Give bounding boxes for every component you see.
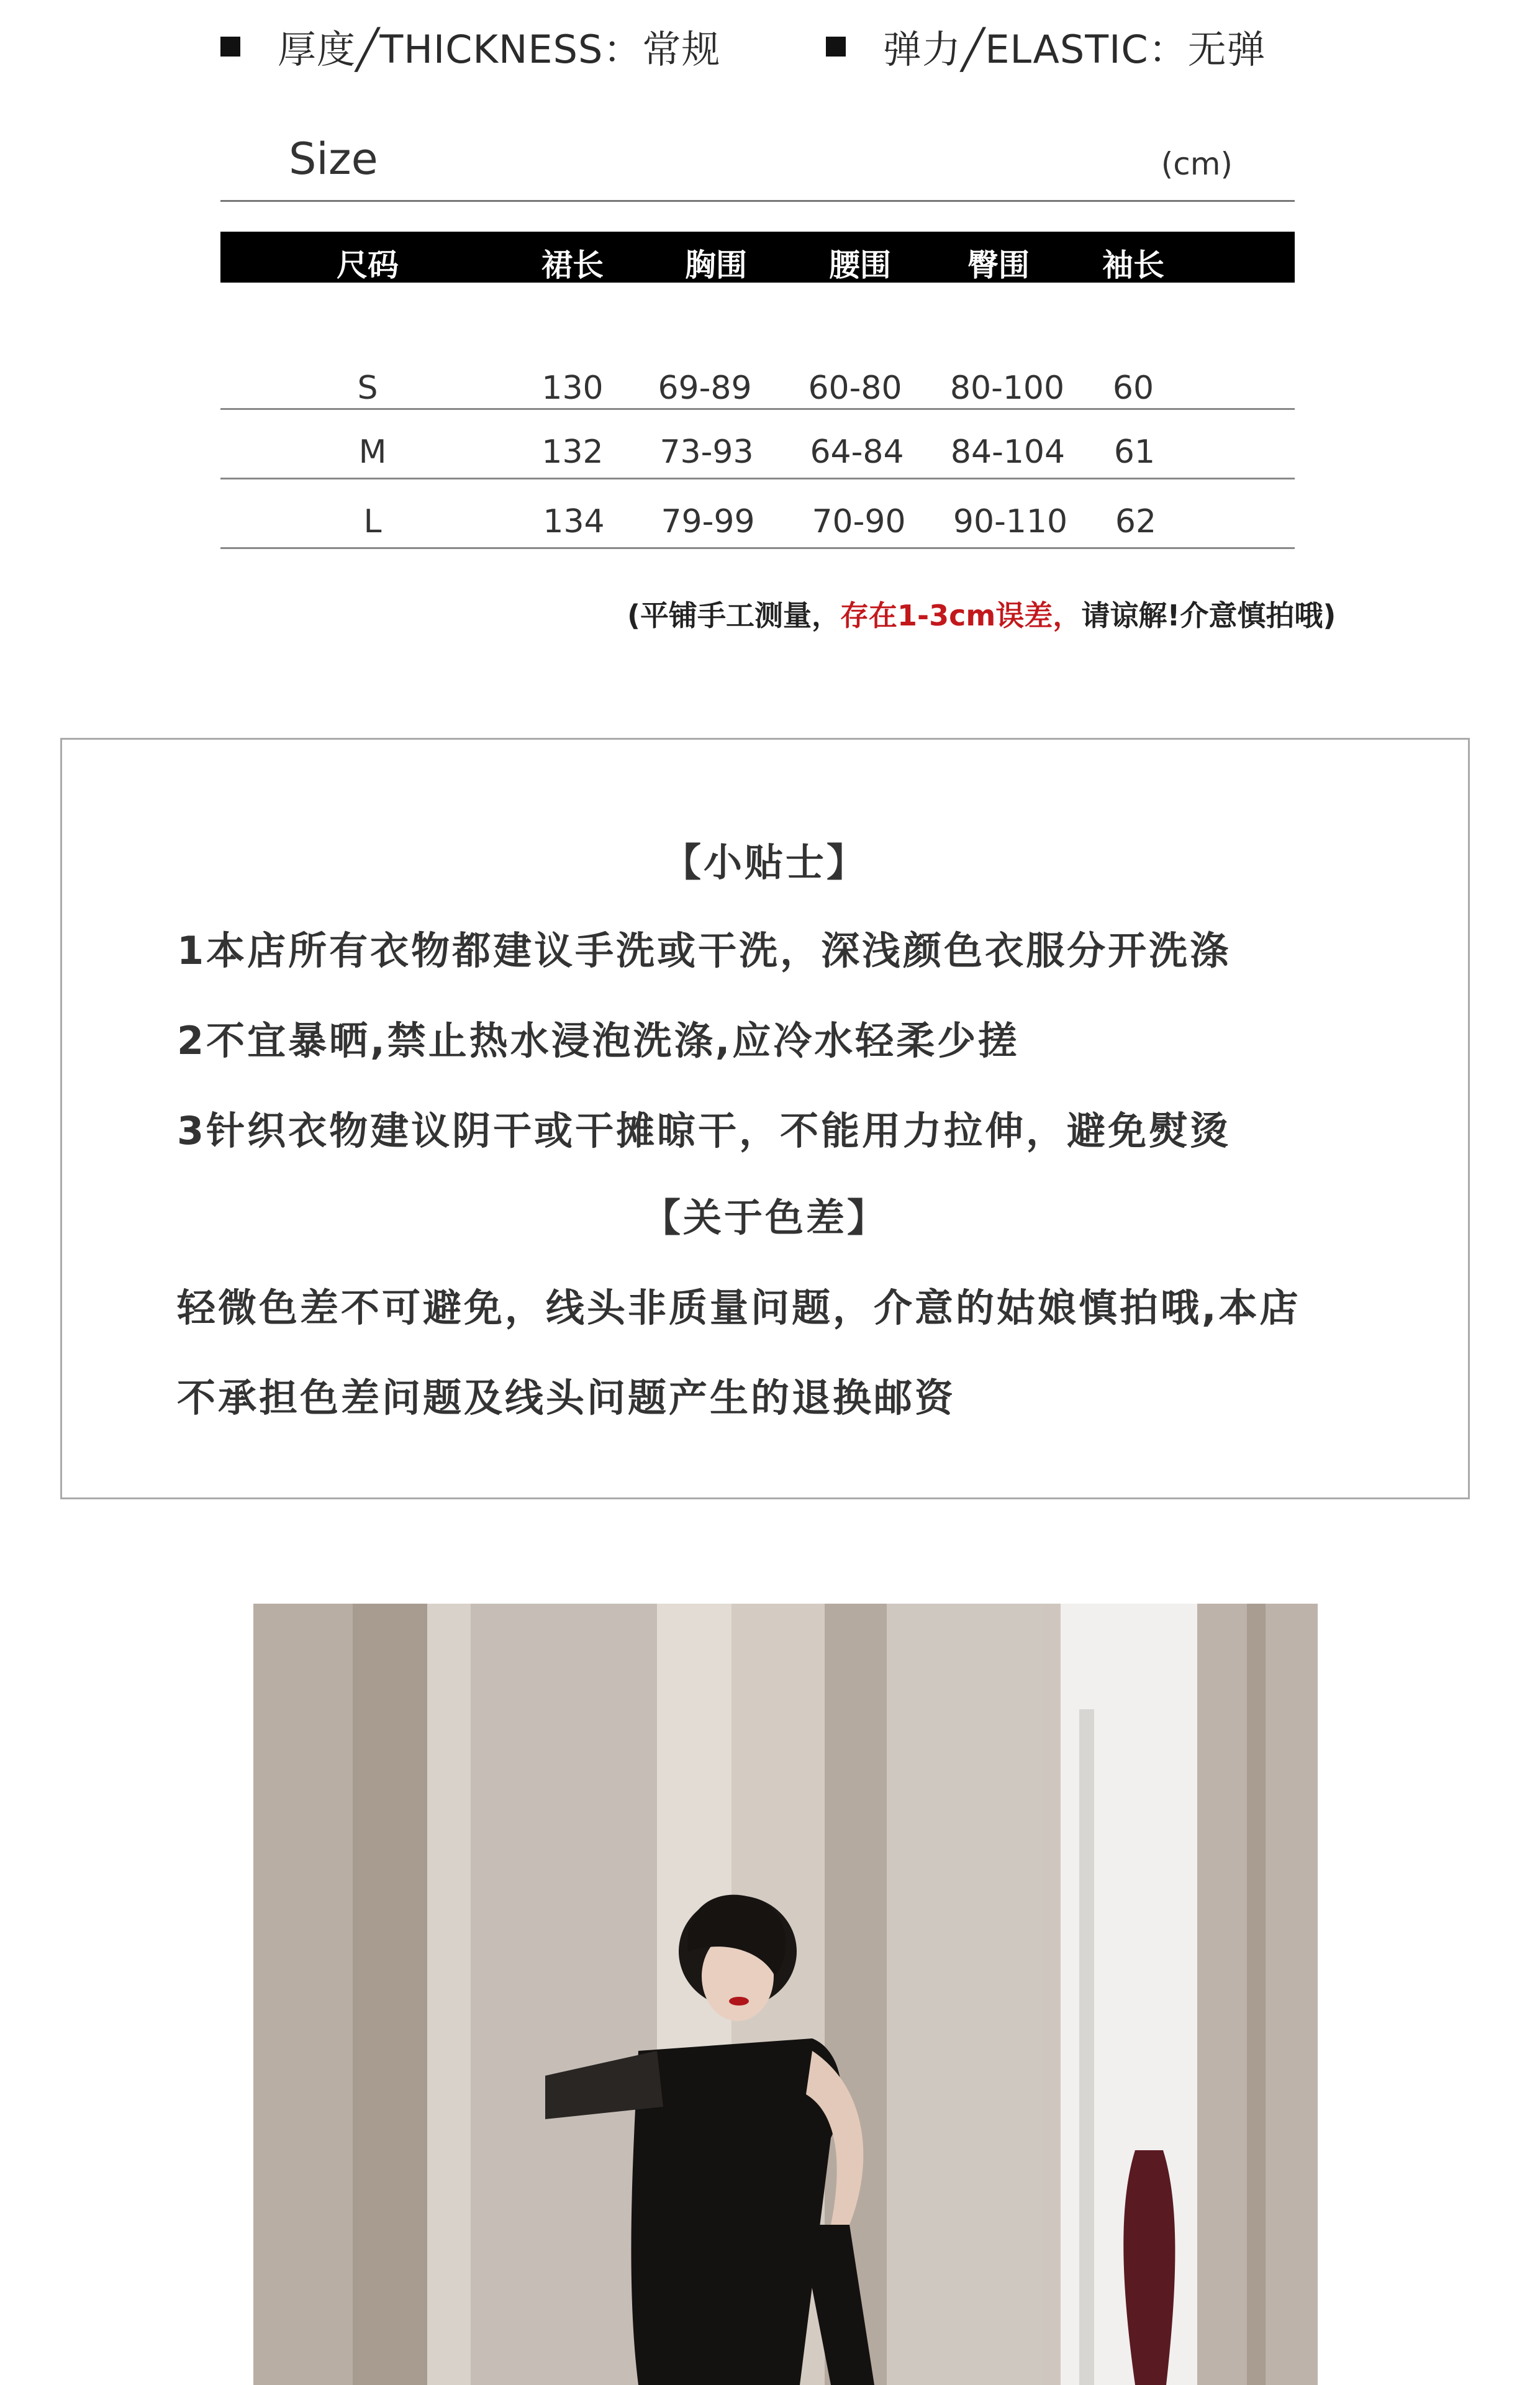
square-bullet-icon (220, 37, 240, 57)
header-cell: 腰围 (829, 247, 891, 283)
color-difference-heading: 【关于色差】 (641, 1195, 888, 1240)
table-cell: 62 (1115, 503, 1157, 540)
table-cell: 70-90 (812, 503, 906, 540)
color-difference-line: 轻微色差不可避免，线头非质量问题，介意的姑娘慎拍哦,本店 (177, 1285, 1301, 1330)
header-cell: 臀围 (967, 247, 1030, 283)
product-photo (253, 1604, 1318, 2385)
size-cell: L (363, 503, 382, 540)
table-cell: 60-80 (808, 370, 902, 407)
tips-line: 2不宜暴晒,禁止热水浸泡洗涤,应冷水轻柔少搓 (177, 1018, 1020, 1063)
table-cell: 79-99 (661, 503, 755, 540)
table-cell: 130 (541, 370, 604, 407)
table-cell: 80-100 (949, 370, 1065, 407)
note-suffix: 请谅解!介意慎拍哦) (1081, 599, 1336, 632)
size-cell: M (358, 434, 387, 471)
square-bullet-icon (826, 37, 846, 57)
table-cell: 73-93 (659, 434, 754, 471)
elastic-spec (826, 19, 1266, 74)
tips-line: 1本店所有衣物都建议手洗或干洗，深浅颜色衣服分开洗涤 (177, 928, 1231, 973)
header-cell: 袖长 (1102, 247, 1164, 283)
table-cell: 64-84 (810, 434, 904, 471)
table-cell: 90-110 (953, 503, 1068, 540)
size-table-header (220, 232, 1295, 283)
table-cell: 132 (541, 434, 604, 471)
table-row (220, 410, 1295, 479)
table-cell: 69-89 (658, 370, 752, 407)
thickness-label: 厚度╱THICKNESS：常规 (278, 27, 721, 72)
header-cell: 尺码 (337, 247, 399, 283)
color-difference-line: 不承担色差问题及线头问题产生的退换邮资 (177, 1375, 956, 1420)
elastic-label: 弹力╱ELASTIC：无弹 (883, 27, 1266, 72)
table-cell: 60 (1112, 370, 1154, 407)
header-cell: 胸围 (685, 247, 747, 283)
table-cell: 84-104 (950, 434, 1066, 471)
measurement-note (627, 593, 1336, 634)
table-cell: 134 (543, 503, 605, 540)
note-highlight: 存在1-3cm误差， (840, 599, 1082, 632)
thickness-spec (220, 19, 720, 74)
size-cell: S (357, 370, 378, 407)
size-table (220, 232, 1295, 549)
table-row (220, 479, 1295, 549)
fabric-specs (220, 19, 1295, 87)
table-cell: 61 (1113, 434, 1156, 471)
header-cell: 裙长 (541, 247, 604, 283)
tips-heading: 【小贴士】 (662, 840, 867, 885)
size-chart-header (220, 127, 1295, 202)
table-row (220, 283, 1295, 410)
note-prefix: (平铺手工测量， (627, 599, 841, 632)
tips-line: 3针织衣物建议阴干或干摊晾干，不能用力拉伸，避免熨烫 (177, 1108, 1231, 1153)
size-title: Size (289, 134, 378, 184)
tips-box (60, 738, 1470, 1499)
size-unit: (cm) (1161, 146, 1233, 182)
model-photo-illustration (253, 1604, 1318, 2385)
